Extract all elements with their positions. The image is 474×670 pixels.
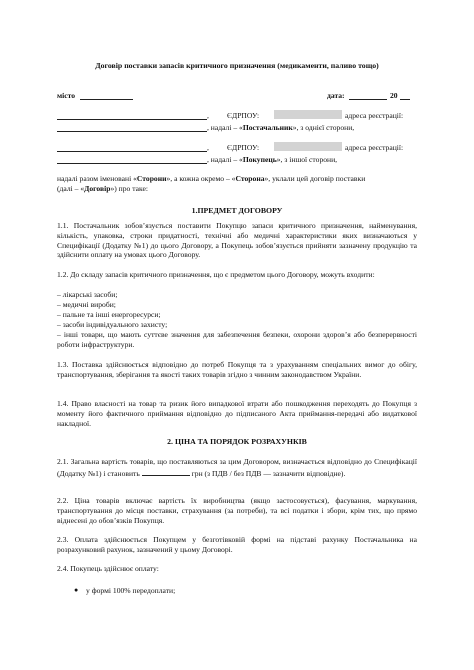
- year-field[interactable]: [400, 91, 410, 103]
- supplier-name-field[interactable]: [57, 111, 207, 123]
- city-field[interactable]: [80, 91, 133, 103]
- supplier-edrpou-value[interactable]: [274, 110, 342, 121]
- list-item: – пальне та інші енергоресурси;: [57, 310, 161, 319]
- buyer-hereinafter: , надалі – «Покупець», з іншої сторони,: [207, 155, 338, 164]
- supplier-role: Постачальник: [242, 123, 293, 132]
- clause-1-1: 1.1. Постачальник зобов’язується поставити Покупцю запаси критичного призначення, найменування, кількість, упаковка, строки придатності, технічні або медичні характеристики яких визначаються у Специфікації (Додатку №1) до цього Договору, а Покупець зобов’язується прийняти зазначену продукцію та здійснити оплату на умовах цього Договору.: [57, 221, 417, 260]
- list-item: – засоби індивідуального захисту;: [57, 320, 168, 329]
- supplier-edrpou-label: ЄДРПОУ:: [227, 111, 260, 120]
- supplier-hereinafter: , надалі – «Постачальник», з однієї сторони,: [207, 123, 355, 132]
- buyer-address-label: адреса реєстрації:: [345, 143, 404, 152]
- supplier-address-label: адреса реєстрації:: [345, 111, 404, 120]
- buyer-edrpou-value[interactable]: [274, 142, 342, 153]
- section-2-heading: 2. ЦІНА ТА ПОРЯДОК РОЗРАХУНКІВ: [167, 437, 307, 446]
- buyer-comma: ,: [207, 143, 209, 152]
- bullet-icon: ●: [74, 586, 79, 594]
- buyer-name-field[interactable]: [57, 143, 207, 155]
- payment-option: у формі 100% передоплати;: [86, 586, 176, 595]
- city-label: місто: [57, 91, 76, 100]
- clause-2-1: 2.1. Загальна вартість товарів, що поставляються за цим Договором, визначається відповідно до Специфікації (Додатку №1) і становить грн (з ПДВ / без ПДВ — зазначити відповідне).: [57, 457, 417, 478]
- section-1-heading: 1.ПРЕДМЕТ ДОГОВОРУ: [191, 206, 283, 215]
- buyer-edrpou-label: ЄДРПОУ:: [227, 143, 260, 152]
- clause-1-3: 1.3. Поставка здійснюється відповідно до потреб Покупця та з урахуванням спеціальних вимог до обігу, транспортування, зберігання та якості таких товарів згідно з чинним законодавством України.: [57, 360, 417, 379]
- supplier-address-field[interactable]: [57, 123, 207, 135]
- clause-1-4: 1.4. Право власності на товар та ризик його випадкової втрати або пошкодження переходять до Покупця з моменту його фактичного приймання відповідно до підписаного Акта приймання-передачі або видаткової накладної.: [57, 399, 417, 428]
- date-label: дата:: [327, 91, 345, 100]
- clause-2-2: 2.2. Ціна товарів включає вартість їх виробництва (якщо застосовується), фасування, маркування, транспортування до місця поставки, страхування (за потреби), та всі податки і збори, крім тих, що прямо віднесені до обов’язків Покупця.: [57, 496, 417, 525]
- clause-1-2: 1.2. До складу запасів критичного призначення, що є предметом цього Договору, можуть входити:: [57, 270, 375, 279]
- intro-paragraph: надалі разом іменовані «Сторони», а кожна окремо – «Сторона», уклали цей договір поставки (далі – «Договір») про таке:: [57, 174, 366, 193]
- contract-title: Договір поставки запасів критичного призначення (медикаменти, паливо тощо): [95, 61, 379, 70]
- supplier-comma: ,: [207, 111, 209, 120]
- amount-field[interactable]: [142, 467, 190, 476]
- year-prefix: 20: [390, 91, 398, 100]
- clause-2-4: 2.4. Покупець здійснює оплату:: [57, 564, 159, 573]
- list-item: – лікарські засоби;: [57, 290, 118, 299]
- date-field[interactable]: [349, 91, 387, 103]
- list-item: – інші товари, що мають суттєве значення для забезпечення безпеки, охорони здоров’я або безперервності роботи інфраструктури.: [57, 330, 417, 349]
- clause-2-3: 2.3. Оплата здійснюється Покупцем у безготівковій формі на підставі рахунку Постачальника на розрахунковий рахунок, зазначений у цьому Договорі.: [57, 535, 417, 554]
- buyer-role: Покупець: [242, 155, 277, 164]
- list-item: – медичні вироби;: [57, 300, 116, 309]
- buyer-address-field[interactable]: [57, 155, 207, 167]
